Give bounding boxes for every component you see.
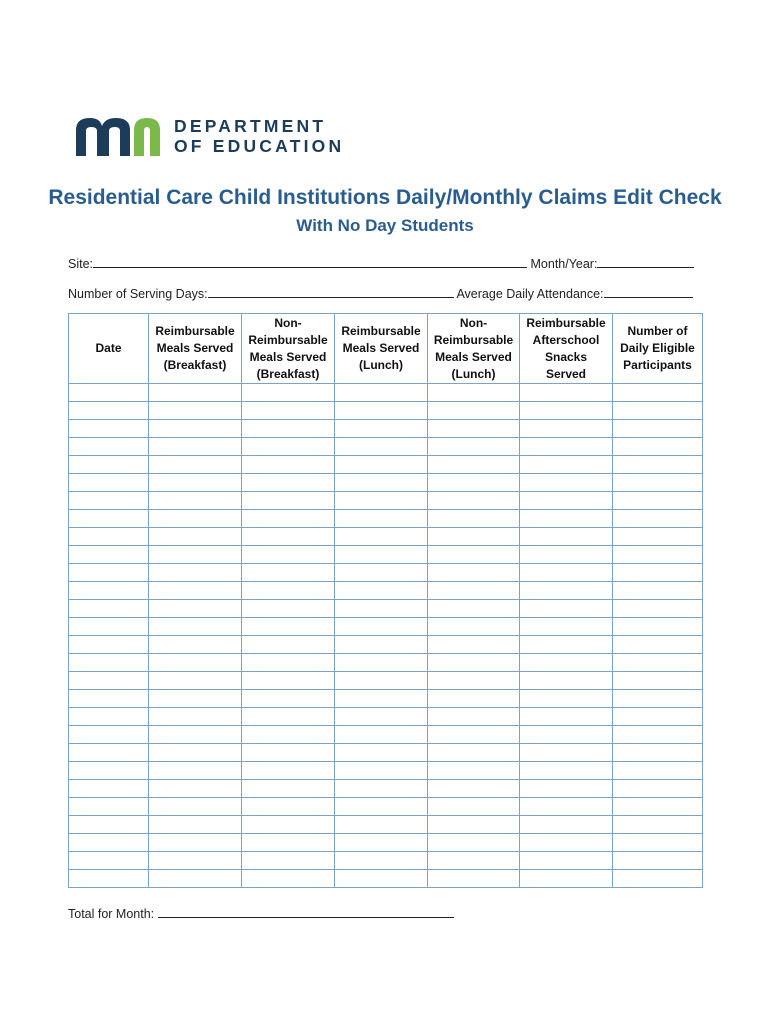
table-cell[interactable]: [613, 816, 703, 834]
column-header-line: Meals Served: [249, 349, 327, 364]
table-row: [69, 762, 703, 780]
column-header-line: Reimbursable: [433, 332, 514, 347]
table-row: [69, 456, 703, 474]
table-cell[interactable]: [613, 654, 703, 672]
table-cell[interactable]: [242, 726, 335, 744]
column-header-line: Daily Eligible: [620, 341, 695, 355]
table-cell[interactable]: [428, 726, 520, 744]
table-cell[interactable]: [242, 600, 335, 618]
table-cell[interactable]: [69, 798, 149, 816]
table-cell[interactable]: [69, 636, 149, 654]
table-cell[interactable]: [613, 546, 703, 564]
table-cell[interactable]: [428, 708, 520, 726]
table-cell[interactable]: [613, 420, 703, 438]
table-cell[interactable]: [335, 420, 428, 438]
table-cell[interactable]: [149, 618, 242, 636]
table-cell[interactable]: [335, 528, 428, 546]
table-row: [69, 816, 703, 834]
table-cell[interactable]: [149, 708, 242, 726]
table-cell[interactable]: [613, 528, 703, 546]
table-cell[interactable]: [242, 672, 335, 690]
table-cell[interactable]: [520, 672, 613, 690]
table-cell[interactable]: [69, 582, 149, 600]
table-cell[interactable]: [335, 672, 428, 690]
table-cell[interactable]: [520, 654, 613, 672]
table-cell[interactable]: [428, 600, 520, 618]
table-cell[interactable]: [242, 762, 335, 780]
table-cell[interactable]: [335, 726, 428, 744]
column-header-line: Meals Served: [435, 349, 512, 364]
table-cell[interactable]: [335, 546, 428, 564]
table-cell[interactable]: [613, 708, 703, 726]
column-header-line: (Lunch): [359, 358, 403, 372]
table-cell[interactable]: [335, 690, 428, 708]
table-cell[interactable]: [613, 762, 703, 780]
table-cell[interactable]: [520, 474, 613, 492]
table-cell[interactable]: [428, 384, 520, 402]
table-cell[interactable]: [69, 672, 149, 690]
table-cell[interactable]: [335, 708, 428, 726]
table-cell[interactable]: [613, 510, 703, 528]
column-header-line: Participants: [623, 358, 692, 372]
table-cell[interactable]: [242, 636, 335, 654]
table-cell[interactable]: [242, 690, 335, 708]
month-year-field[interactable]: [597, 255, 694, 268]
column-header-line: Afterschool: [532, 332, 600, 347]
table-cell[interactable]: [149, 402, 242, 420]
table-cell[interactable]: [242, 780, 335, 798]
table-row: [69, 798, 703, 816]
table-cell[interactable]: [613, 690, 703, 708]
table-cell[interactable]: [242, 384, 335, 402]
table-cell[interactable]: [149, 600, 242, 618]
table-cell[interactable]: [520, 456, 613, 474]
table-cell[interactable]: [613, 726, 703, 744]
table-cell[interactable]: [242, 492, 335, 510]
table-cell[interactable]: [428, 456, 520, 474]
table-cell[interactable]: [520, 852, 613, 870]
table-cell[interactable]: [520, 690, 613, 708]
column-header-line: Snacks: [544, 349, 588, 364]
table-row: [69, 474, 703, 492]
table-cell[interactable]: [613, 402, 703, 420]
table-cell[interactable]: [149, 438, 242, 456]
table-cell[interactable]: [520, 402, 613, 420]
table-cell[interactable]: [242, 870, 335, 888]
table-cell[interactable]: [335, 870, 428, 888]
table-cell[interactable]: [335, 618, 428, 636]
column-header-line: (Breakfast): [163, 358, 227, 372]
table-row: [69, 438, 703, 456]
table-cell[interactable]: [428, 690, 520, 708]
table-cell[interactable]: [149, 636, 242, 654]
table-cell[interactable]: [335, 492, 428, 510]
column-header-line: Non-: [459, 315, 488, 330]
table-cell[interactable]: [69, 546, 149, 564]
table-cell[interactable]: [149, 564, 242, 582]
logo-line-1: DEPARTMENT: [174, 116, 327, 136]
table-cell[interactable]: [149, 870, 242, 888]
table-cell[interactable]: [149, 582, 242, 600]
table-row: [69, 528, 703, 546]
site-field[interactable]: [93, 255, 527, 268]
table-cell[interactable]: [149, 762, 242, 780]
serving-days-field[interactable]: [208, 285, 454, 298]
table-cell[interactable]: [242, 798, 335, 816]
column-header-line: Reimbursable: [341, 324, 421, 338]
table-cell[interactable]: [149, 690, 242, 708]
table-cell[interactable]: [242, 420, 335, 438]
column-header-line: Non-: [274, 315, 302, 330]
table-cell[interactable]: [613, 456, 703, 474]
table-cell[interactable]: [335, 456, 428, 474]
table-cell[interactable]: [242, 654, 335, 672]
table-cell[interactable]: [520, 582, 613, 600]
table-cell[interactable]: [149, 456, 242, 474]
table-cell[interactable]: [428, 852, 520, 870]
table-cell[interactable]: [613, 870, 703, 888]
table-cell[interactable]: [335, 744, 428, 762]
table-cell[interactable]: [428, 762, 520, 780]
table-cell[interactable]: [242, 510, 335, 528]
table-cell[interactable]: [613, 672, 703, 690]
table-cell[interactable]: [613, 438, 703, 456]
table-cell[interactable]: [69, 564, 149, 582]
table-cell[interactable]: [149, 726, 242, 744]
site-row: [68, 255, 694, 271]
table-cell[interactable]: [613, 600, 703, 618]
table-cell[interactable]: [428, 780, 520, 798]
avg-attendance-field[interactable]: [604, 285, 693, 298]
site-label: Site:: [68, 257, 94, 271]
page-title: Residential Care Child Institutions Daily/Monthly Claims Edit Check: [48, 186, 722, 209]
table-cell[interactable]: [613, 564, 703, 582]
table-cell[interactable]: [149, 384, 242, 402]
table-row: [69, 546, 703, 564]
table-cell[interactable]: [428, 528, 520, 546]
table-cell[interactable]: [428, 564, 520, 582]
table-row: [69, 744, 703, 762]
table-cell[interactable]: [613, 744, 703, 762]
table-cell[interactable]: [520, 384, 613, 402]
table-cell[interactable]: [428, 438, 520, 456]
column-header-line: Reimbursable: [526, 315, 606, 330]
table-cell[interactable]: [428, 492, 520, 510]
table-cell[interactable]: [149, 744, 242, 762]
table-row: [69, 852, 703, 870]
table-cell[interactable]: [613, 474, 703, 492]
table-row: [69, 402, 703, 420]
table-cell[interactable]: [242, 582, 335, 600]
total-row: [68, 905, 454, 921]
table-cell[interactable]: [69, 474, 149, 492]
table-cell[interactable]: [520, 780, 613, 798]
logo-line-2: OF EDUCATION: [174, 136, 345, 156]
column-header-line: Number of: [627, 324, 688, 338]
table-cell[interactable]: [613, 492, 703, 510]
table-row: [69, 690, 703, 708]
table-cell[interactable]: [520, 420, 613, 438]
table-cell[interactable]: [149, 672, 242, 690]
page-subtitle: With No Day Students: [296, 216, 474, 235]
table-cell[interactable]: [149, 528, 242, 546]
mn-logo-icon: [76, 116, 162, 158]
table-cell[interactable]: [69, 690, 149, 708]
table-cell[interactable]: [520, 600, 613, 618]
table-cell[interactable]: [242, 834, 335, 852]
table-cell[interactable]: [69, 654, 149, 672]
table-cell[interactable]: [242, 618, 335, 636]
table-cell[interactable]: [335, 564, 428, 582]
table-cell[interactable]: [613, 834, 703, 852]
table-cell[interactable]: [149, 510, 242, 528]
table-cell[interactable]: [69, 780, 149, 798]
table-cell[interactable]: [520, 438, 613, 456]
column-header-line: (Lunch): [451, 366, 496, 381]
table-header-row: [69, 314, 703, 384]
table-row: [69, 582, 703, 600]
table-cell[interactable]: [428, 546, 520, 564]
table-cell[interactable]: [335, 582, 428, 600]
table-cell[interactable]: [428, 798, 520, 816]
table-cell[interactable]: [242, 528, 335, 546]
column-header-line: Served: [545, 366, 587, 381]
table-cell[interactable]: [69, 384, 149, 402]
column-header: [520, 314, 613, 384]
column-header: [613, 314, 703, 384]
table-row: [69, 636, 703, 654]
table-cell[interactable]: [520, 816, 613, 834]
serving-days-row: [68, 285, 693, 301]
column-header: [242, 314, 335, 384]
table-cell[interactable]: [428, 744, 520, 762]
table-cell[interactable]: [520, 744, 613, 762]
table-cell[interactable]: [613, 780, 703, 798]
table-cell[interactable]: [428, 582, 520, 600]
table-cell[interactable]: [335, 510, 428, 528]
table-cell[interactable]: [242, 456, 335, 474]
table-cell[interactable]: [613, 852, 703, 870]
table-row: [69, 672, 703, 690]
table-cell[interactable]: [69, 870, 149, 888]
table-cell[interactable]: [520, 798, 613, 816]
table-cell[interactable]: [335, 798, 428, 816]
table-cell[interactable]: [335, 654, 428, 672]
column-header: [149, 314, 242, 384]
table-cell[interactable]: [428, 618, 520, 636]
table-cell[interactable]: [335, 600, 428, 618]
table-row: [69, 708, 703, 726]
table-row: [69, 600, 703, 618]
table-cell[interactable]: [520, 546, 613, 564]
table-cell[interactable]: [520, 726, 613, 744]
table-cell[interactable]: [242, 816, 335, 834]
column-header: [335, 314, 428, 384]
table-cell[interactable]: [613, 618, 703, 636]
logo-wordmark: [174, 116, 344, 156]
table-row: [69, 384, 703, 402]
table-row: [69, 420, 703, 438]
table-cell[interactable]: [335, 816, 428, 834]
table-cell[interactable]: [69, 456, 149, 474]
table-row: [69, 618, 703, 636]
total-label: Total for Month:: [68, 907, 155, 921]
table-row: [69, 870, 703, 888]
column-header-line: Meals Served: [342, 341, 420, 355]
table-cell[interactable]: [335, 384, 428, 402]
table-cell[interactable]: [613, 636, 703, 654]
table-cell[interactable]: [428, 672, 520, 690]
table-cell[interactable]: [428, 834, 520, 852]
table-cell[interactable]: [520, 492, 613, 510]
avg-attendance-label: Average Daily Attendance:: [456, 287, 604, 301]
table-row: [69, 726, 703, 744]
department-logo: [76, 116, 366, 158]
table-cell[interactable]: [335, 636, 428, 654]
table-cell[interactable]: [69, 852, 149, 870]
table-cell[interactable]: [428, 420, 520, 438]
table-cell[interactable]: [335, 438, 428, 456]
table-cell[interactable]: [520, 564, 613, 582]
table-cell[interactable]: [149, 492, 242, 510]
table-cell[interactable]: [149, 780, 242, 798]
column-header-line: Reimbursable: [248, 332, 328, 347]
table-cell[interactable]: [242, 708, 335, 726]
table-cell[interactable]: [520, 618, 613, 636]
table-cell[interactable]: [335, 762, 428, 780]
table-cell[interactable]: [428, 636, 520, 654]
table-cell[interactable]: [613, 384, 703, 402]
table-cell[interactable]: [520, 528, 613, 546]
table-cell[interactable]: [613, 798, 703, 816]
table-cell[interactable]: [242, 852, 335, 870]
table-cell[interactable]: [335, 852, 428, 870]
table-row: [69, 492, 703, 510]
table-cell[interactable]: [149, 654, 242, 672]
table-cell[interactable]: [69, 762, 149, 780]
month-year-label: Month/Year:: [530, 257, 598, 271]
column-header-line: Meals Served: [156, 341, 234, 355]
claims-table: [68, 313, 703, 888]
table-cell[interactable]: [242, 438, 335, 456]
table-body: [69, 384, 703, 888]
table-row: [69, 510, 703, 528]
table-cell[interactable]: [69, 528, 149, 546]
column-header-line: Date: [95, 341, 122, 355]
table-cell[interactable]: [149, 546, 242, 564]
table-cell[interactable]: [520, 834, 613, 852]
serving-days-label: Number of Serving Days:: [68, 287, 208, 301]
table-cell[interactable]: [242, 564, 335, 582]
table-cell[interactable]: [613, 582, 703, 600]
table-cell[interactable]: [149, 834, 242, 852]
table-cell[interactable]: [69, 402, 149, 420]
table-cell[interactable]: [428, 510, 520, 528]
table-cell[interactable]: [428, 816, 520, 834]
table-cell[interactable]: [520, 510, 613, 528]
table-cell[interactable]: [335, 780, 428, 798]
table-cell[interactable]: [242, 546, 335, 564]
table-cell[interactable]: [335, 402, 428, 420]
table-cell[interactable]: [149, 474, 242, 492]
column-header: [428, 314, 520, 384]
table-cell[interactable]: [69, 510, 149, 528]
table-row: [69, 780, 703, 798]
table-cell[interactable]: [428, 402, 520, 420]
table-cell[interactable]: [69, 744, 149, 762]
table-cell[interactable]: [69, 834, 149, 852]
table-cell[interactable]: [69, 492, 149, 510]
table-cell[interactable]: [69, 816, 149, 834]
table-cell[interactable]: [520, 762, 613, 780]
table-cell[interactable]: [69, 726, 149, 744]
table-row: [69, 834, 703, 852]
table-cell[interactable]: [242, 474, 335, 492]
table-cell[interactable]: [520, 708, 613, 726]
table-cell[interactable]: [242, 402, 335, 420]
table-cell[interactable]: [149, 852, 242, 870]
table-cell[interactable]: [520, 636, 613, 654]
table-cell[interactable]: [69, 618, 149, 636]
table-row: [69, 564, 703, 582]
table-cell[interactable]: [520, 870, 613, 888]
column-header-line: (Breakfast): [256, 366, 320, 381]
column-header-line: Reimbursable: [155, 324, 235, 338]
table-cell[interactable]: [149, 816, 242, 834]
table-cell[interactable]: [428, 654, 520, 672]
table-cell[interactable]: [149, 420, 242, 438]
table-cell[interactable]: [69, 600, 149, 618]
table-cell[interactable]: [69, 420, 149, 438]
table-cell[interactable]: [335, 834, 428, 852]
table-row: [69, 654, 703, 672]
table-cell[interactable]: [149, 798, 242, 816]
table-cell[interactable]: [69, 438, 149, 456]
total-field[interactable]: [158, 905, 454, 918]
table-cell[interactable]: [428, 870, 520, 888]
table-cell[interactable]: [69, 708, 149, 726]
column-header: [69, 314, 149, 384]
table-cell[interactable]: [428, 474, 520, 492]
table-cell[interactable]: [242, 744, 335, 762]
table-cell[interactable]: [335, 474, 428, 492]
